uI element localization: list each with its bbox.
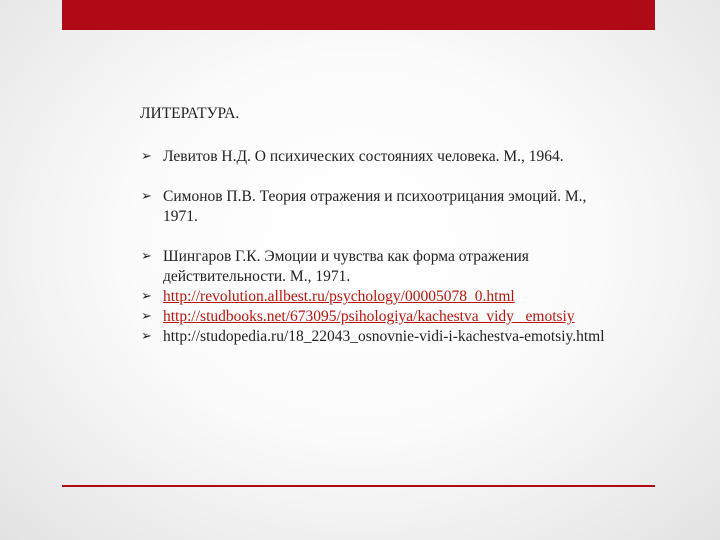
slide-content [140, 104, 610, 347]
reference-text: http://studopedia.ru/18_22043_osnovnie-vidi-i-kachestva-emotsiy.html [163, 328, 605, 345]
reference-link[interactable]: http://studbooks.net/673095/psihologiya/kachestva_vidy_ emotsiy [163, 308, 575, 325]
reference-text: Симонов П.В. Теория отражения и психоотрицания эмоций. М., 1971. [163, 188, 587, 225]
reference-text: Левитов Н.Д. О психических состояниях человека. М., 1964. [163, 148, 564, 165]
slide-heading: ЛИТЕРАТУРА. [140, 105, 240, 122]
reference-link[interactable]: http://revolution.allbest.ru/psychology/00005078_0.html [163, 288, 515, 305]
reference-item [140, 247, 610, 287]
arrow-bullet-icon: ➢ [141, 309, 152, 324]
arrow-bullet-icon: ➢ [141, 149, 152, 164]
bottom-divider [62, 485, 655, 487]
reference-item [140, 307, 610, 327]
arrow-bullet-icon: ➢ [141, 289, 152, 304]
reference-list [140, 147, 610, 347]
reference-text: Шингаров Г.К. Эмоции и чувства как форма отражения действительности. М., 1971. [163, 248, 529, 285]
arrow-bullet-icon: ➢ [141, 189, 152, 204]
top-accent-bar [62, 0, 655, 30]
arrow-bullet-icon: ➢ [141, 249, 152, 264]
reference-item [140, 327, 610, 347]
arrow-bullet-icon: ➢ [141, 329, 152, 344]
reference-item [140, 187, 610, 227]
reference-item [140, 287, 610, 307]
reference-item [140, 147, 610, 167]
